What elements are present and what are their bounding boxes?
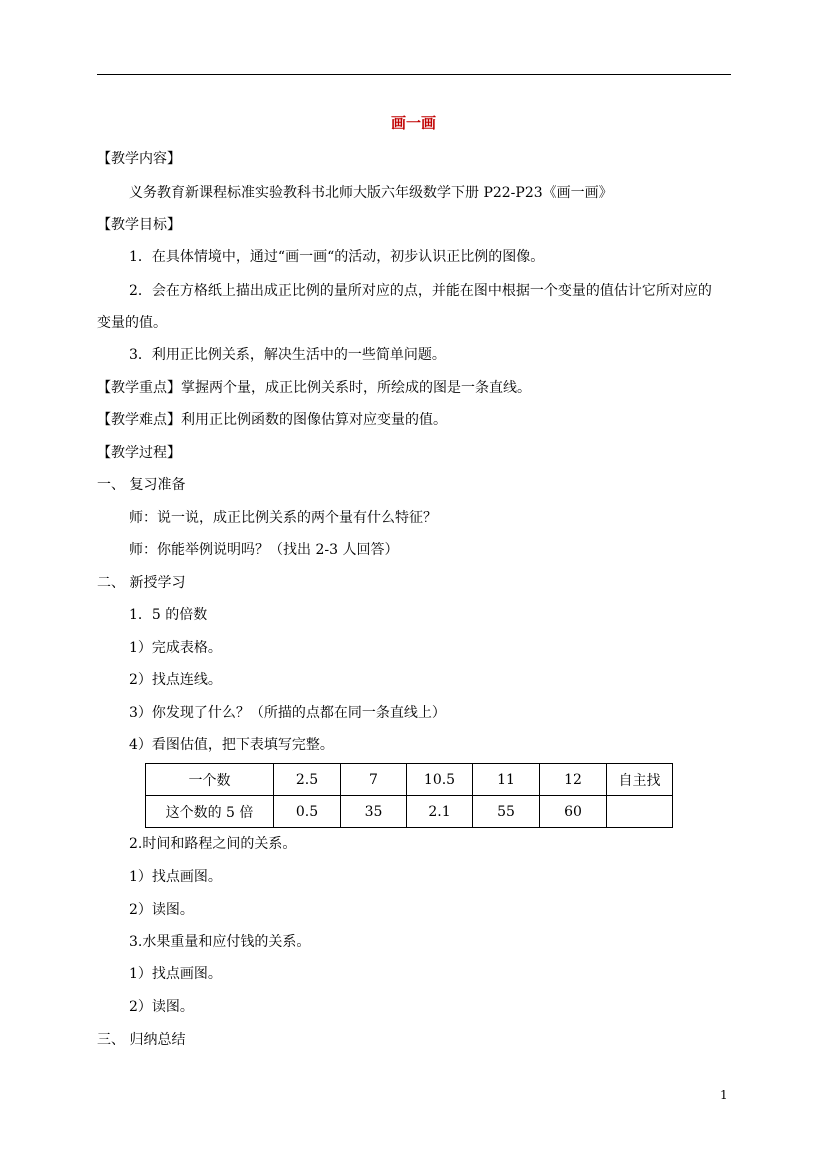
paragraph: 3）你发现了什么？（所描的点都在同一条直线上）	[129, 705, 446, 721]
table-row	[146, 796, 673, 828]
table-row	[146, 764, 673, 796]
table-cell: 2.5	[274, 764, 341, 796]
section-heading: 【教学目标】	[97, 217, 181, 233]
paragraph: 3.水果重量和应付钱的关系。	[129, 934, 311, 950]
table-cell: 这个数的 5 倍	[146, 796, 274, 828]
header-rule	[97, 74, 731, 75]
paragraph: 2）读图。	[129, 902, 194, 918]
table-cell: 10.5	[407, 764, 473, 796]
section-heading: 【教学过程】	[97, 445, 181, 461]
paragraph: 3．利用正比例关系，解决生活中的一些简单问题。	[129, 347, 446, 363]
table-cell: 11	[473, 764, 540, 796]
paragraph: 2.时间和路程之间的关系。	[129, 836, 297, 852]
multiples-table	[145, 763, 673, 828]
table-cell	[607, 796, 673, 828]
table-cell: 0.5	[274, 796, 341, 828]
section-heading: 【教学难点】利用正比例函数的图像估算对应变量的值。	[97, 412, 447, 428]
section-heading: 【教学内容】	[97, 151, 181, 167]
section-heading: 【教学重点】掌握两个量，成正比例关系时，所绘成的图是一条直线。	[97, 380, 531, 396]
paragraph: 4）看图估值，把下表填写完整。	[129, 737, 334, 753]
paragraph: 义务教育新课程标准实验教科书北师大版六年级数学下册 P22-P23《画一画》	[129, 185, 613, 201]
paragraph: 1）找点画图。	[129, 869, 222, 885]
paragraph: 1．5 的倍数	[129, 607, 208, 623]
page-title: 画一画	[390, 114, 436, 132]
table-cell: 7	[341, 764, 407, 796]
paragraph: 师：你能举例说明吗？（找出 2-3 人回答）	[129, 542, 399, 558]
page-number: 1	[720, 1088, 728, 1102]
paragraph: 变量的值。	[97, 315, 167, 331]
paragraph: 2．会在方格纸上描出成正比例的量所对应的点，并能在图中根据一个变量的值估计它所对应的	[129, 283, 712, 299]
table-cell: 一个数	[146, 764, 274, 796]
section-heading: 二、 新授学习	[97, 575, 186, 591]
table-cell: 35	[341, 796, 407, 828]
paragraph: 2）找点连线。	[129, 672, 222, 688]
table-cell: 自主找	[607, 764, 673, 796]
table-cell: 2.1	[407, 796, 473, 828]
table-cell: 60	[540, 796, 607, 828]
table-cell: 55	[473, 796, 540, 828]
section-heading: 一、 复习准备	[97, 477, 186, 493]
paragraph: 师：说一说，成正比例关系的两个量有什么特征？	[129, 510, 437, 526]
table-cell: 12	[540, 764, 607, 796]
section-heading: 三、 归纳总结	[97, 1032, 186, 1048]
paragraph: 1）找点画图。	[129, 966, 222, 982]
paragraph: 2）读图。	[129, 999, 194, 1015]
paragraph: 1）完成表格。	[129, 640, 222, 656]
paragraph: 1．在具体情境中，通过“画一画“的活动，初步认识正比例的图像。	[129, 249, 545, 265]
